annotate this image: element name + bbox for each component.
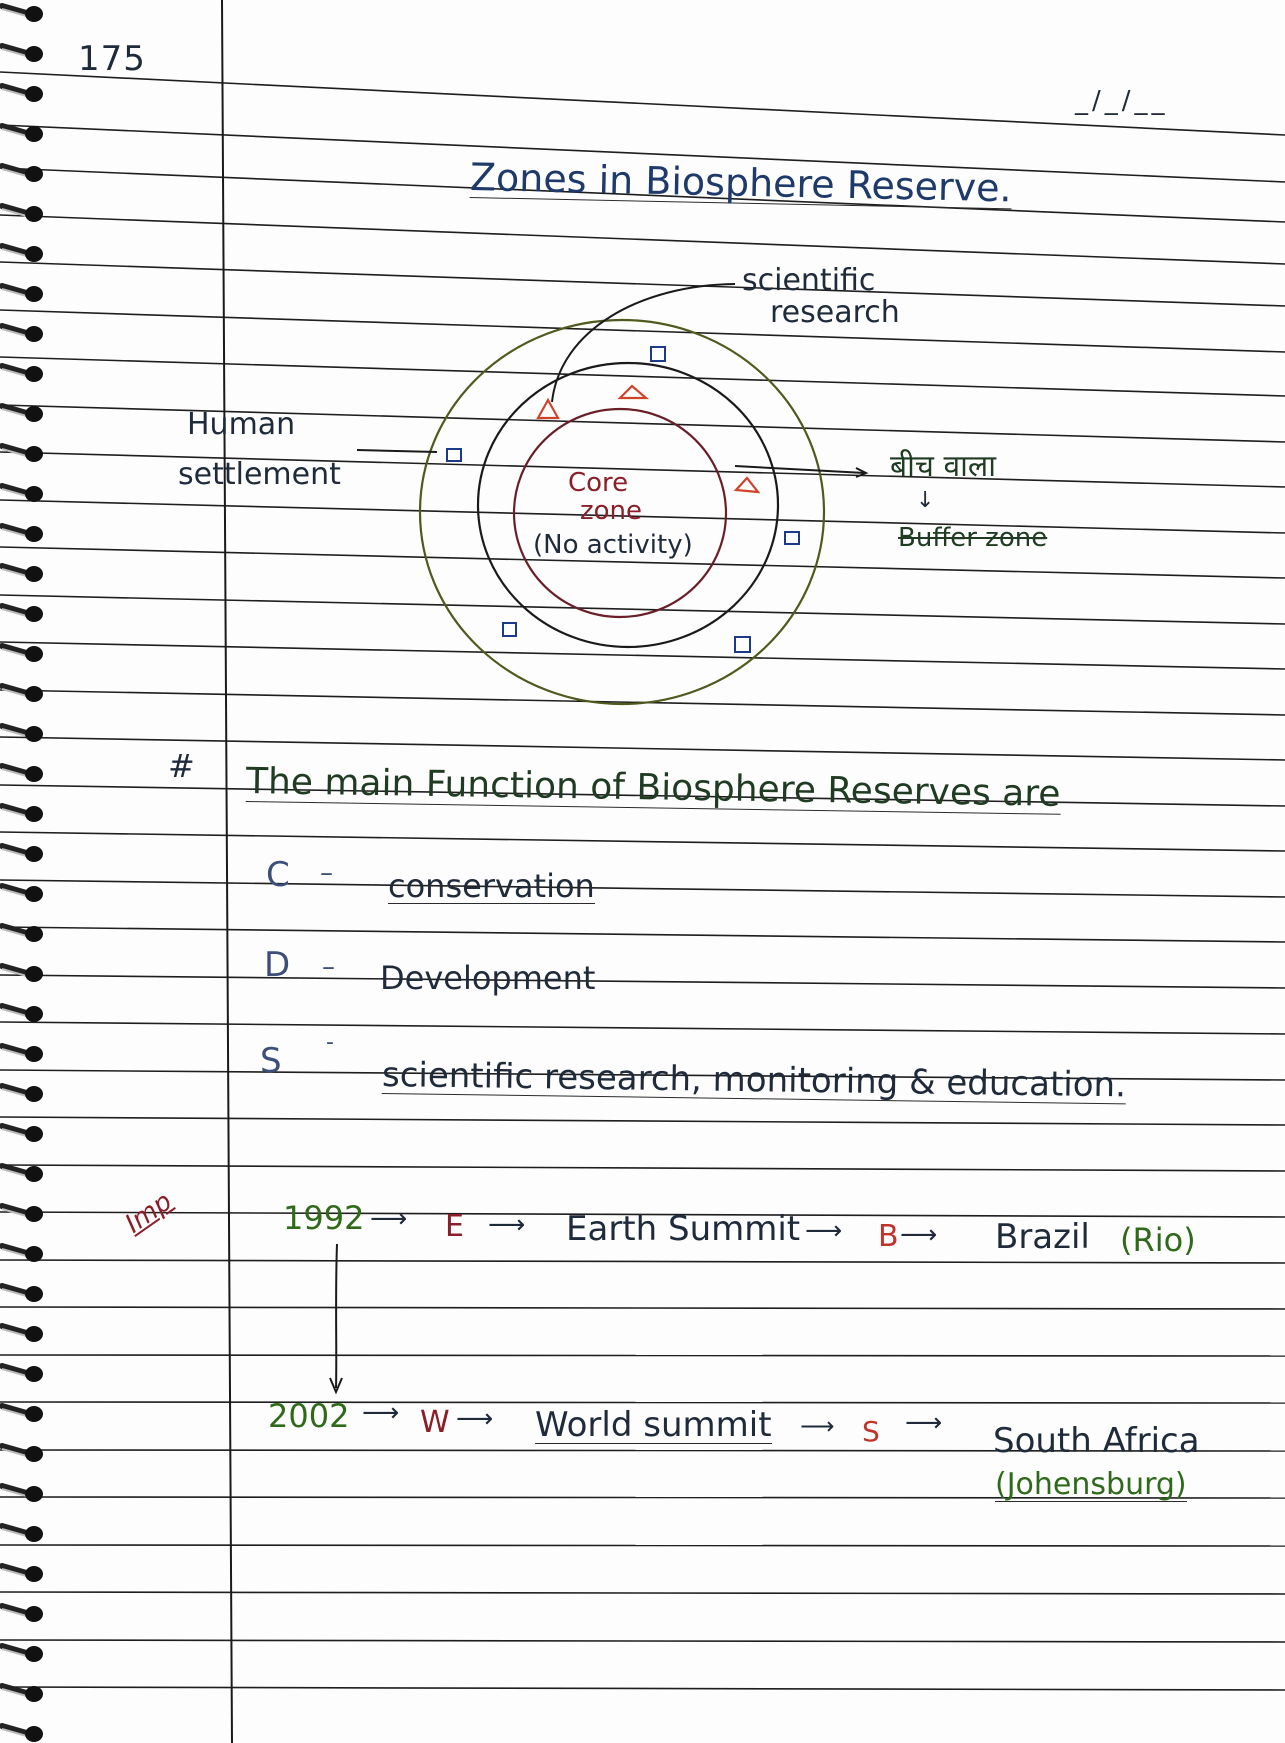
arrow-icon: ⟶ (805, 1216, 843, 1246)
arrow-icon: ⟶ (370, 1204, 408, 1234)
function-dash: – (320, 858, 333, 888)
label-research: research (770, 295, 900, 330)
summit-country: Brazil (995, 1217, 1090, 1257)
arrow-icon: ⟶ (488, 1210, 526, 1240)
arrow-icon: ⟶ (456, 1404, 494, 1434)
label-settlement: settlement (178, 457, 341, 492)
label-middle-hindi: बीच वाला (890, 449, 997, 484)
arrow-icon: ⟶ (905, 1408, 943, 1438)
arrow-icon: ⟶ (800, 1412, 835, 1440)
function-text: conservation (388, 867, 595, 905)
date-field: _/_/__ (1075, 86, 1169, 116)
country-letter: B (878, 1219, 899, 1254)
summit-city: (Johensburg) (995, 1467, 1187, 1502)
country-letter: S (862, 1415, 880, 1448)
label-no-activity: (No activity) (533, 530, 693, 560)
arrow-icon: ⟶ (900, 1220, 938, 1250)
summit-city: (Rio) (1120, 1221, 1196, 1259)
down-arrow-icon: ↓ (916, 488, 935, 513)
function-letter: C (266, 855, 290, 895)
function-text: Development (380, 959, 596, 997)
label-human: Human (187, 407, 296, 442)
function-text: scientific research, monitoring & education. (381, 1055, 1127, 1106)
summit-name: Earth Summit (566, 1209, 801, 1249)
page-number: 175 (78, 39, 146, 79)
label-scientific: scientific (742, 263, 876, 298)
label-core: Core (568, 468, 629, 498)
summit-year: 2002 (268, 1397, 350, 1435)
diagram-title: Zones in Biosphere Reserve. (469, 155, 1013, 211)
spiral-binding (0, 0, 60, 1743)
summit-letter: W (420, 1405, 450, 1440)
summit-country: South Africa (993, 1421, 1200, 1461)
function-letter: S (260, 1041, 282, 1081)
summit-name: World summit (535, 1405, 772, 1445)
label-zone: zone (580, 496, 643, 526)
margin-line (222, 0, 232, 1743)
arrow-icon: ⟶ (362, 1398, 400, 1428)
bullet-hash: # (168, 747, 195, 785)
function-letter: D (264, 945, 291, 985)
function-dash: – (322, 952, 335, 982)
summit-letter: E (445, 1209, 464, 1244)
function-dash: - (326, 1030, 334, 1055)
imp-label: Imp (119, 1186, 178, 1240)
label-buffer-zone: Buffer zone (898, 523, 1048, 553)
functions-heading: The main Function of Biosphere Reserves are (245, 761, 1061, 815)
summit-year: 1992 (283, 1199, 365, 1237)
